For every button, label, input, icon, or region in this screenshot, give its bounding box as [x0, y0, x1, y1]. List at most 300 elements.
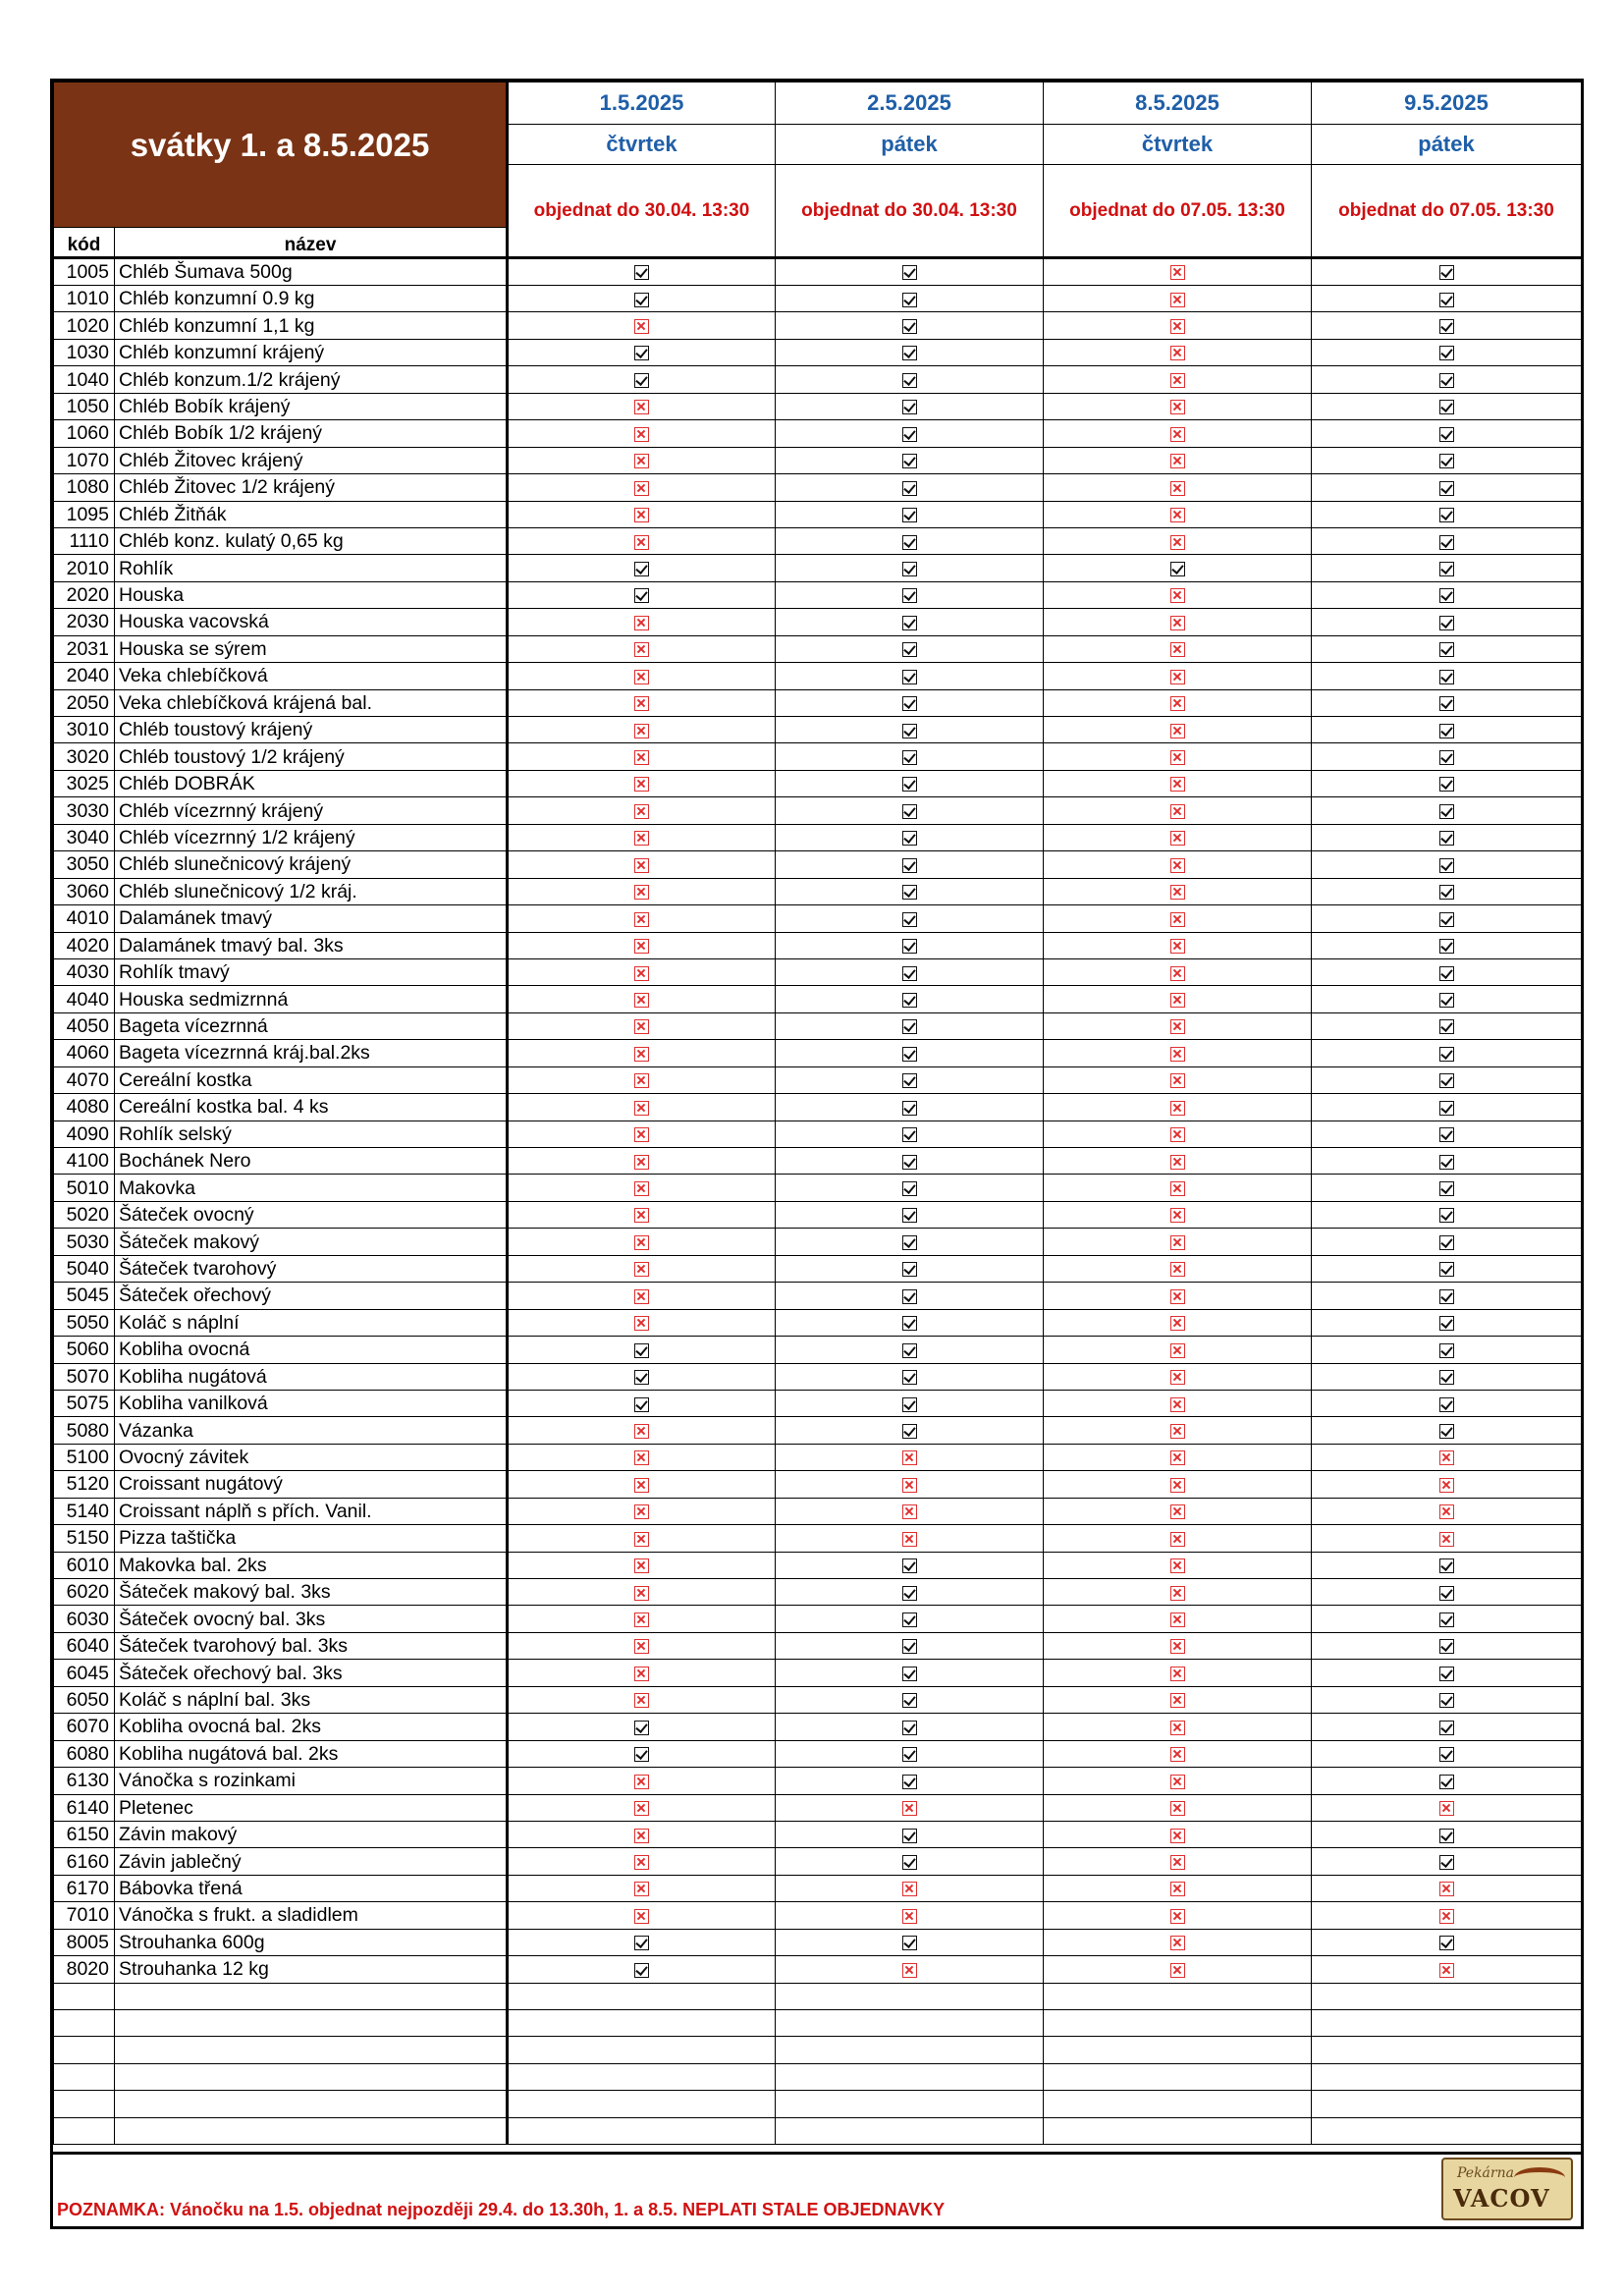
empty-cell — [1312, 1983, 1582, 2009]
column-deadline: objednat do 30.04. 13:30 — [508, 165, 776, 258]
product-name: Šáteček tvarohový bal. 3ks — [115, 1632, 508, 1659]
availability-cell — [508, 1929, 776, 1955]
crossed-box-icon — [1170, 1909, 1185, 1924]
availability-cell — [776, 717, 1044, 743]
crossed-box-icon — [634, 508, 649, 522]
empty-cell — [1044, 2010, 1312, 2037]
availability-cell — [1312, 932, 1582, 958]
product-name: Chléb toustový krájený — [115, 717, 508, 743]
availability-cell — [508, 555, 776, 581]
availability-cell — [1312, 1094, 1582, 1121]
table-row — [54, 474, 1582, 501]
availability-cell — [508, 1525, 776, 1552]
product-code: 7010 — [54, 1902, 115, 1929]
empty-cell — [115, 2010, 508, 2037]
availability-cell — [1312, 1498, 1582, 1524]
availability-cell — [1312, 851, 1582, 878]
crossed-box-icon — [634, 696, 649, 711]
checked-box-icon — [902, 1936, 917, 1950]
crossed-box-icon — [634, 454, 649, 468]
availability-cell — [1312, 743, 1582, 770]
crossed-box-icon — [634, 1101, 649, 1116]
availability-cell — [1044, 1929, 1312, 1955]
availability-cell — [508, 1175, 776, 1201]
table-row — [54, 635, 1582, 662]
table-row — [54, 1525, 1582, 1552]
checked-box-icon — [902, 1047, 917, 1062]
empty-row — [54, 1983, 1582, 2009]
product-name: Chléb slunečnicový krájený — [115, 851, 508, 878]
availability-cell — [776, 393, 1044, 419]
empty-cell — [115, 2063, 508, 2090]
product-name: Koláč s náplní — [115, 1309, 508, 1336]
crossed-box-icon — [1170, 1450, 1185, 1465]
crossed-box-icon — [634, 1532, 649, 1547]
column-weekday: čtvrtek — [508, 125, 776, 165]
product-code: 6020 — [54, 1579, 115, 1606]
checked-box-icon — [634, 1397, 649, 1412]
checked-box-icon — [902, 1639, 917, 1654]
product-name: Chléb vícezrnný 1/2 krájený — [115, 824, 508, 850]
table-row — [54, 797, 1582, 824]
footer-note: POZNAMKA: Vánočku na 1.5. objednat nejpozději 29.4. do 13.30h, 1. a 8.5. NEPLATI STALE OBJEDNAVKY — [57, 2200, 946, 2219]
crossed-box-icon — [1170, 1370, 1185, 1385]
crossed-box-icon — [634, 1909, 649, 1924]
crossed-box-icon — [902, 1963, 917, 1978]
availability-cell — [1312, 1417, 1582, 1444]
availability-cell — [1312, 689, 1582, 716]
crossed-box-icon — [634, 1504, 649, 1519]
product-name: Croissant náplň s přích. Vanil. — [115, 1498, 508, 1524]
crossed-box-icon — [1170, 1478, 1185, 1493]
availability-cell — [508, 339, 776, 365]
availability-cell — [1044, 1714, 1312, 1740]
crossed-box-icon — [1439, 1478, 1454, 1493]
table-row — [54, 1121, 1582, 1147]
product-code: 5050 — [54, 1309, 115, 1336]
product-code: 5140 — [54, 1498, 115, 1524]
availability-cell — [1312, 1606, 1582, 1632]
checked-box-icon — [634, 1370, 649, 1385]
availability-cell — [1044, 581, 1312, 608]
product-code: 6150 — [54, 1821, 115, 1847]
checked-box-icon — [634, 1963, 649, 1978]
availability-cell — [508, 905, 776, 932]
availability-cell — [776, 1040, 1044, 1066]
checked-box-icon — [902, 831, 917, 846]
availability-cell — [1312, 986, 1582, 1012]
availability-cell — [1044, 986, 1312, 1012]
crossed-box-icon — [1170, 1019, 1185, 1034]
crossed-box-icon — [1170, 1047, 1185, 1062]
table-row — [54, 1363, 1582, 1390]
product-code: 1050 — [54, 393, 115, 419]
crossed-box-icon — [634, 724, 649, 738]
checked-box-icon — [1439, 1747, 1454, 1762]
crossed-box-icon — [1170, 293, 1185, 307]
availability-cell — [1312, 1309, 1582, 1336]
crossed-box-icon — [634, 1047, 649, 1062]
checked-box-icon — [1439, 1019, 1454, 1034]
checked-box-icon — [1439, 724, 1454, 738]
product-name: Bageta vícezrnná — [115, 1012, 508, 1039]
crossed-box-icon — [1170, 1504, 1185, 1519]
checked-box-icon — [1439, 831, 1454, 846]
product-code: 3030 — [54, 797, 115, 824]
table-row — [54, 447, 1582, 473]
availability-cell — [1312, 339, 1582, 365]
availability-cell — [508, 932, 776, 958]
product-code: 2050 — [54, 689, 115, 716]
table-row — [54, 1283, 1582, 1309]
crossed-box-icon — [1170, 1343, 1185, 1358]
availability-cell — [1044, 1066, 1312, 1093]
crossed-box-icon — [634, 481, 649, 496]
footer — [53, 2152, 1581, 2226]
checked-box-icon — [1439, 427, 1454, 442]
empty-cell — [54, 2091, 115, 2117]
column-deadline: objednat do 30.04. 13:30 — [776, 165, 1044, 258]
availability-cell — [776, 1255, 1044, 1282]
availability-cell — [1312, 1686, 1582, 1713]
product-name: Šáteček ořechový bal. 3ks — [115, 1660, 508, 1686]
product-code: 3020 — [54, 743, 115, 770]
table-row — [54, 878, 1582, 904]
checked-box-icon — [902, 562, 917, 576]
availability-cell — [508, 393, 776, 419]
crossed-box-icon — [634, 1667, 649, 1681]
availability-cell — [776, 474, 1044, 501]
crossed-box-icon — [1170, 696, 1185, 711]
product-code: 2040 — [54, 663, 115, 689]
crossed-box-icon — [1439, 1963, 1454, 1978]
product-name: Vánočka s frukt. a sladidlem — [115, 1902, 508, 1929]
checked-box-icon — [1439, 1775, 1454, 1789]
checked-box-icon — [902, 939, 917, 954]
availability-cell — [1044, 1579, 1312, 1606]
checked-box-icon — [902, 1155, 917, 1170]
availability-cell — [1312, 905, 1582, 932]
empty-row — [54, 2117, 1582, 2144]
table-row — [54, 1929, 1582, 1955]
availability-cell — [776, 1012, 1044, 1039]
availability-cell — [776, 1417, 1044, 1444]
product-code: 4010 — [54, 905, 115, 932]
product-name: Závin makový — [115, 1821, 508, 1847]
availability-cell — [1044, 1201, 1312, 1228]
empty-cell — [54, 2037, 115, 2063]
product-name: Veka chlebíčková — [115, 663, 508, 689]
product-code: 5075 — [54, 1390, 115, 1416]
availability-cell — [1312, 501, 1582, 527]
product-name: Šáteček makový bal. 3ks — [115, 1579, 508, 1606]
availability-cell — [1044, 1121, 1312, 1147]
availability-cell — [1044, 312, 1312, 339]
availability-cell — [508, 1148, 776, 1175]
availability-cell — [1044, 932, 1312, 958]
availability-cell — [1044, 1768, 1312, 1794]
crossed-box-icon — [1170, 373, 1185, 388]
empty-cell — [776, 2063, 1044, 2090]
checked-box-icon — [902, 804, 917, 819]
checked-box-icon — [1439, 1397, 1454, 1412]
product-name: Vázanka — [115, 1417, 508, 1444]
availability-cell — [508, 1956, 776, 1983]
crossed-box-icon — [634, 1289, 649, 1304]
product-code: 5150 — [54, 1525, 115, 1552]
checked-box-icon — [902, 1855, 917, 1870]
crossed-box-icon — [634, 1801, 649, 1816]
availability-cell — [508, 1848, 776, 1875]
table-row — [54, 1579, 1582, 1606]
checked-box-icon — [1439, 1101, 1454, 1116]
table-row — [54, 1740, 1582, 1767]
crossed-box-icon — [1170, 1397, 1185, 1412]
checked-box-icon — [1439, 1073, 1454, 1088]
availability-cell — [1312, 1821, 1582, 1847]
product-code: 5100 — [54, 1444, 115, 1470]
table-row — [54, 824, 1582, 850]
crossed-box-icon — [1170, 724, 1185, 738]
crossed-box-icon — [1170, 346, 1185, 360]
crossed-box-icon — [1170, 1801, 1185, 1816]
product-name: Pizza taštička — [115, 1525, 508, 1552]
availability-cell — [508, 1606, 776, 1632]
crossed-box-icon — [1170, 535, 1185, 550]
crossed-box-icon — [634, 1235, 649, 1250]
availability-cell — [776, 286, 1044, 312]
product-name: Ovocný závitek — [115, 1444, 508, 1470]
crossed-box-icon — [634, 1127, 649, 1142]
checked-box-icon — [634, 588, 649, 603]
availability-cell — [508, 527, 776, 554]
availability-cell — [776, 797, 1044, 824]
checked-box-icon — [634, 373, 649, 388]
checked-box-icon — [1439, 481, 1454, 496]
availability-cell — [1044, 1094, 1312, 1121]
availability-cell — [1312, 1714, 1582, 1740]
product-code: 5120 — [54, 1471, 115, 1498]
availability-cell — [776, 1363, 1044, 1390]
checked-box-icon — [1439, 885, 1454, 900]
checked-box-icon — [1439, 912, 1454, 927]
availability-cell — [1044, 1148, 1312, 1175]
column-date: 1.5.2025 — [508, 82, 776, 125]
product-name: Croissant nugátový — [115, 1471, 508, 1498]
table-row — [54, 1229, 1582, 1255]
column-deadline: objednat do 07.05. 13:30 — [1312, 165, 1582, 258]
availability-cell — [776, 1552, 1044, 1578]
product-code: 1110 — [54, 527, 115, 554]
availability-cell — [1044, 905, 1312, 932]
product-code: 1005 — [54, 258, 115, 286]
crossed-box-icon — [634, 642, 649, 657]
product-name: Houska vacovská — [115, 609, 508, 635]
product-code: 4060 — [54, 1040, 115, 1066]
availability-cell — [1044, 1012, 1312, 1039]
empty-cell — [508, 2091, 776, 2117]
checked-box-icon — [1439, 642, 1454, 657]
checked-box-icon — [902, 319, 917, 334]
table-row — [54, 1632, 1582, 1659]
availability-cell — [776, 1309, 1044, 1336]
table-row — [54, 663, 1582, 689]
crossed-box-icon — [634, 1829, 649, 1843]
availability-cell — [1044, 1040, 1312, 1066]
crossed-box-icon — [1170, 642, 1185, 657]
availability-cell — [1044, 339, 1312, 365]
product-code: 2010 — [54, 555, 115, 581]
availability-cell — [508, 1579, 776, 1606]
checked-box-icon — [1439, 346, 1454, 360]
availability-cell — [1312, 609, 1582, 635]
availability-cell — [1044, 1283, 1312, 1309]
availability-cell — [776, 958, 1044, 985]
crossed-box-icon — [1170, 1855, 1185, 1870]
product-name: Chléb Bobík 1/2 krájený — [115, 420, 508, 447]
crossed-box-icon — [1170, 1747, 1185, 1762]
availability-cell — [508, 1498, 776, 1524]
availability-cell — [776, 581, 1044, 608]
availability-cell — [776, 366, 1044, 393]
crossed-box-icon — [1439, 1504, 1454, 1519]
availability-cell — [1312, 1175, 1582, 1201]
availability-cell — [1312, 958, 1582, 985]
checked-box-icon — [1439, 535, 1454, 550]
availability-cell — [1312, 286, 1582, 312]
product-code: 1030 — [54, 339, 115, 365]
table-row — [54, 555, 1582, 581]
empty-cell — [776, 2010, 1044, 2037]
crossed-box-icon — [1170, 400, 1185, 414]
crossed-box-icon — [1170, 1532, 1185, 1547]
crossed-box-icon — [1170, 319, 1185, 334]
availability-cell — [1312, 635, 1582, 662]
crossed-box-icon — [634, 1586, 649, 1601]
product-name: Vánočka s rozinkami — [115, 1768, 508, 1794]
availability-cell — [776, 1686, 1044, 1713]
product-name: Houska — [115, 581, 508, 608]
availability-cell — [1044, 1471, 1312, 1498]
crossed-box-icon — [1439, 1532, 1454, 1547]
checked-box-icon — [1439, 265, 1454, 280]
crossed-box-icon — [1439, 1882, 1454, 1896]
table-row — [54, 1768, 1582, 1794]
checked-box-icon — [902, 1397, 917, 1412]
crossed-box-icon — [1170, 804, 1185, 819]
availability-cell — [776, 1094, 1044, 1121]
crossed-box-icon — [634, 616, 649, 630]
product-code: 6170 — [54, 1875, 115, 1901]
crossed-box-icon — [1170, 939, 1185, 954]
checked-box-icon — [1439, 1558, 1454, 1573]
empty-cell — [115, 2117, 508, 2144]
product-name: Houska se sýrem — [115, 635, 508, 662]
crossed-box-icon — [1170, 1963, 1185, 1978]
availability-cell — [1044, 635, 1312, 662]
table-row — [54, 1148, 1582, 1175]
checked-box-icon — [1439, 588, 1454, 603]
product-code: 5060 — [54, 1337, 115, 1363]
checked-box-icon — [902, 535, 917, 550]
availability-cell — [1044, 527, 1312, 554]
crossed-box-icon — [1170, 1235, 1185, 1250]
checked-box-icon — [1439, 993, 1454, 1008]
product-code: 8005 — [54, 1929, 115, 1955]
availability-cell — [1044, 366, 1312, 393]
product-name: Kobliha nugátová bal. 2ks — [115, 1740, 508, 1767]
availability-cell — [1044, 1821, 1312, 1847]
checked-box-icon — [902, 616, 917, 630]
product-code: 6130 — [54, 1768, 115, 1794]
availability-cell — [508, 635, 776, 662]
table-row — [54, 1875, 1582, 1901]
empty-cell — [776, 2037, 1044, 2063]
checked-box-icon — [902, 1829, 917, 1843]
crossed-box-icon — [634, 1450, 649, 1465]
crossed-box-icon — [634, 831, 649, 846]
availability-cell — [1312, 1956, 1582, 1983]
availability-cell — [1044, 1175, 1312, 1201]
availability-cell — [508, 743, 776, 770]
availability-cell — [776, 1579, 1044, 1606]
availability-cell — [776, 689, 1044, 716]
crossed-box-icon — [1170, 1936, 1185, 1950]
availability-cell — [1312, 1121, 1582, 1147]
crossed-box-icon — [1170, 1613, 1185, 1627]
availability-cell — [1044, 420, 1312, 447]
table-row — [54, 1012, 1582, 1039]
crossed-box-icon — [1170, 616, 1185, 630]
sheet-title: svátky 1. a 8.5.2025 — [54, 82, 508, 228]
crossed-box-icon — [634, 750, 649, 765]
table-row — [54, 1498, 1582, 1524]
checked-box-icon — [634, 562, 649, 576]
table-row — [54, 1040, 1582, 1066]
availability-cell — [1312, 1579, 1582, 1606]
availability-cell — [508, 851, 776, 878]
checked-box-icon — [1439, 966, 1454, 981]
logo-text-vacov: VACOV — [1453, 2184, 1550, 2213]
availability-cell — [508, 1066, 776, 1093]
checked-box-icon — [902, 1721, 917, 1735]
availability-cell — [508, 581, 776, 608]
crossed-box-icon — [1170, 265, 1185, 280]
empty-cell — [1044, 2037, 1312, 2063]
product-code: 1095 — [54, 501, 115, 527]
empty-cell — [1044, 1983, 1312, 2009]
availability-cell — [508, 1902, 776, 1929]
crossed-box-icon — [1170, 1882, 1185, 1896]
checked-box-icon — [902, 588, 917, 603]
crossed-box-icon — [634, 670, 649, 684]
crossed-box-icon — [1170, 1127, 1185, 1142]
checked-box-icon — [902, 1262, 917, 1277]
crossed-box-icon — [634, 1882, 649, 1896]
table-row — [54, 609, 1582, 635]
column-date: 2.5.2025 — [776, 82, 1044, 125]
product-code: 4080 — [54, 1094, 115, 1121]
product-code: 1070 — [54, 447, 115, 473]
availability-cell — [1312, 1632, 1582, 1659]
availability-cell — [776, 1714, 1044, 1740]
product-code: 3040 — [54, 824, 115, 850]
availability-cell — [1044, 743, 1312, 770]
checked-box-icon — [1439, 616, 1454, 630]
crossed-box-icon — [1170, 966, 1185, 981]
crossed-box-icon — [634, 535, 649, 550]
checked-box-icon — [1439, 400, 1454, 414]
